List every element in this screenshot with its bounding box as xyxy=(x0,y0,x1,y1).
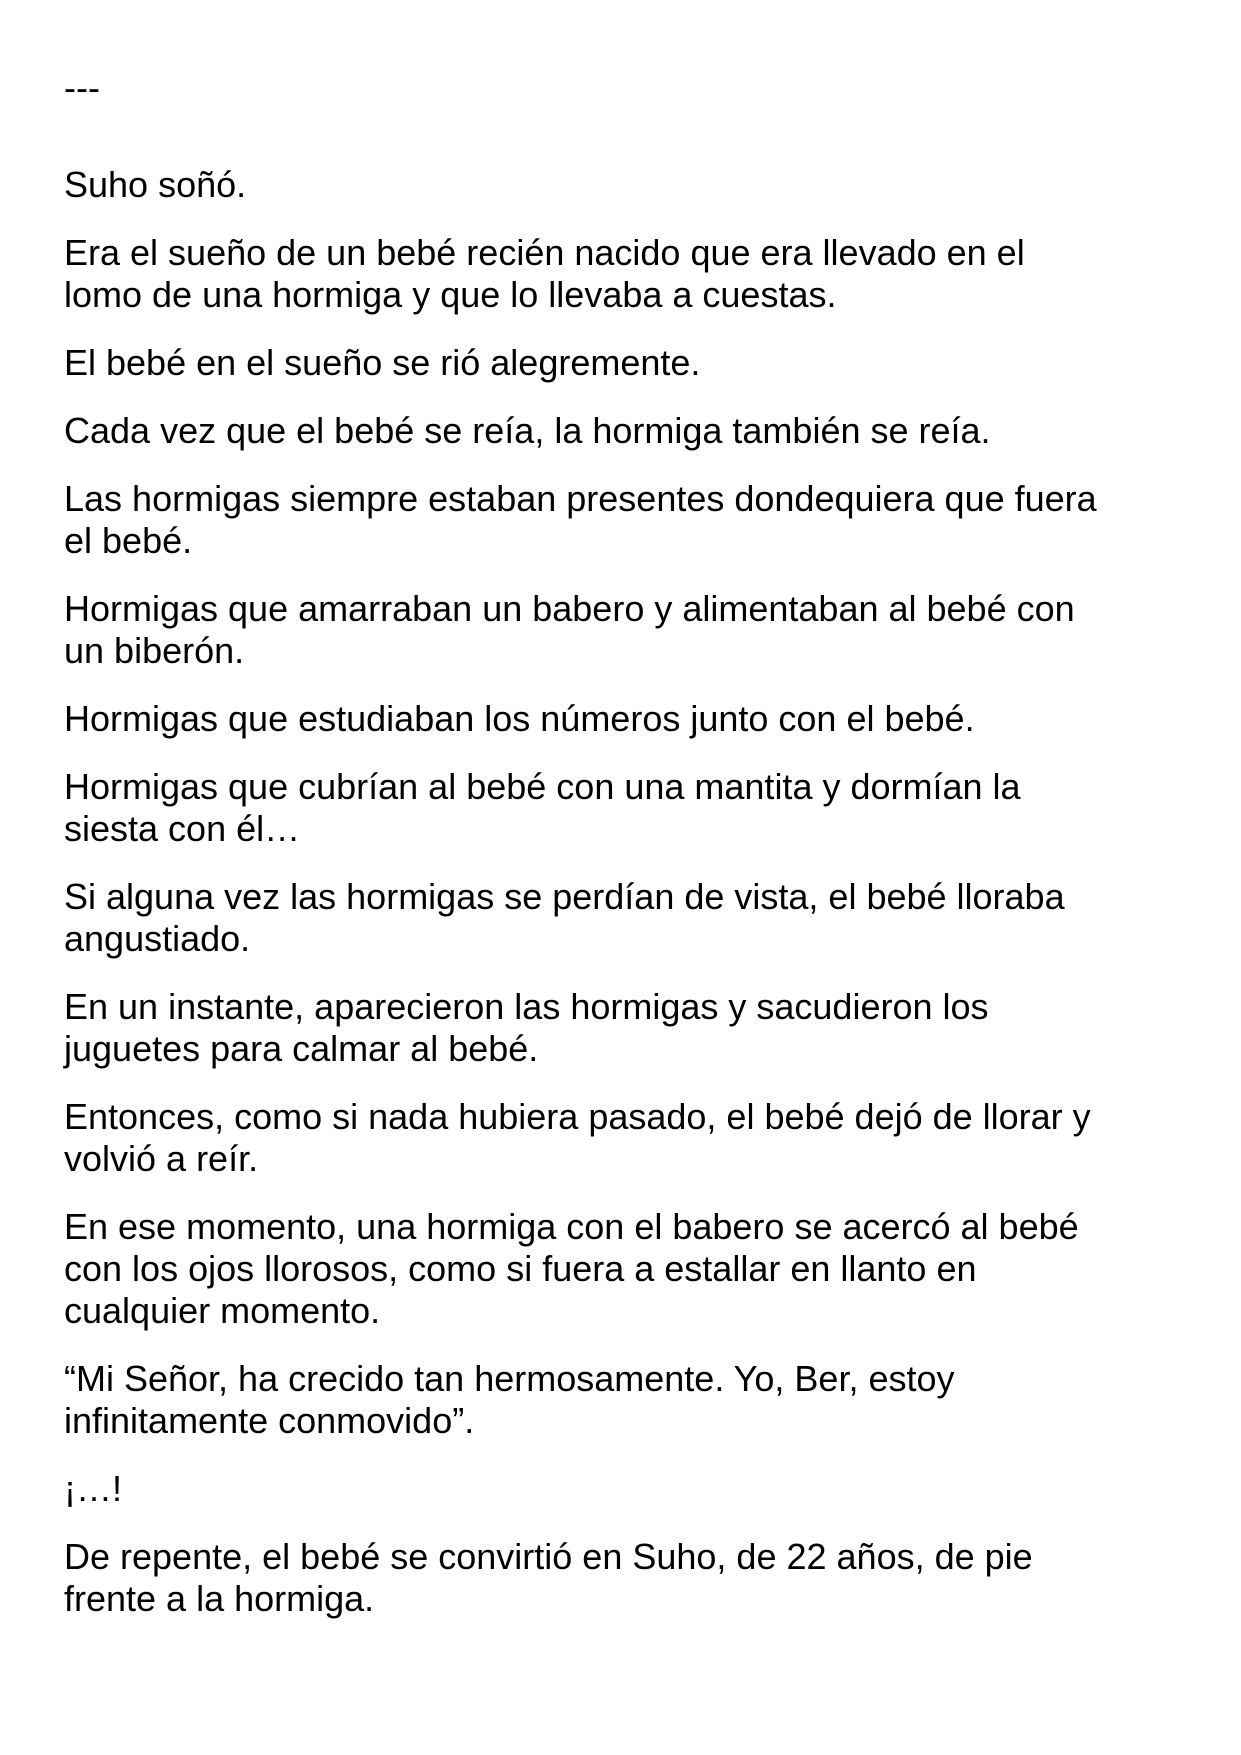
text-line: El bebé en el sueño se rió alegremente. xyxy=(64,342,701,383)
text-line: Hormigas que amarraban un babero y alimentaban al bebé con xyxy=(64,588,1075,629)
paragraph-list xyxy=(64,164,1184,1620)
paragraph xyxy=(64,698,1184,740)
text-line: volvió a reír. xyxy=(64,1138,259,1179)
text-line: Suho soñó. xyxy=(64,164,247,205)
paragraph xyxy=(64,1468,1184,1510)
paragraph xyxy=(64,766,1184,850)
text-line: frente a la hormiga. xyxy=(64,1578,375,1619)
paragraph xyxy=(64,588,1184,672)
paragraph xyxy=(64,1358,1184,1442)
text-line: angustiado. xyxy=(64,918,251,959)
paragraph xyxy=(64,232,1184,316)
text-line: siesta con él… xyxy=(64,808,301,849)
text-line: En ese momento, una hormiga con el babero se acercó al bebé xyxy=(64,1206,1079,1247)
paragraph xyxy=(64,1096,1184,1180)
paragraph xyxy=(64,1536,1184,1620)
text-line: “Mi Señor, ha crecido tan hermosamente. Yo, Ber, estoy xyxy=(64,1358,955,1399)
paragraph xyxy=(64,410,1184,452)
text-line: Las hormigas siempre estaban presentes dondequiera que fuera xyxy=(64,478,1097,519)
text-line: con los ojos llorosos, como si fuera a estallar en llanto en xyxy=(64,1248,977,1289)
text-line: infinitamente conmovido”. xyxy=(64,1400,475,1441)
text-line: lomo de una hormiga y que lo llevaba a cuestas. xyxy=(64,274,837,315)
text-line: Si alguna vez las hormigas se perdían de vista, el bebé lloraba xyxy=(64,876,1065,917)
section-separator: --- xyxy=(64,67,100,108)
text-line: Entonces, como si nada hubiera pasado, el bebé dejó de llorar y xyxy=(64,1096,1091,1137)
paragraph xyxy=(64,164,1184,206)
paragraph xyxy=(64,1206,1184,1332)
document-body xyxy=(64,67,1184,1646)
text-line: Hormigas que estudiaban los números junto con el bebé. xyxy=(64,698,975,739)
text-line: En un instante, aparecieron las hormigas y sacudieron los xyxy=(64,986,989,1027)
paragraph xyxy=(64,986,1184,1070)
text-line: juguetes para calmar al bebé. xyxy=(64,1028,539,1069)
text-line: el bebé. xyxy=(64,520,193,561)
paragraph xyxy=(64,342,1184,384)
paragraph xyxy=(64,876,1184,960)
text-line: De repente, el bebé se convirtió en Suho, de 22 años, de pie xyxy=(64,1536,1033,1577)
text-line: Hormigas que cubrían al bebé con una mantita y dormían la xyxy=(64,766,1021,807)
text-line: ¡…! xyxy=(64,1468,122,1509)
text-line: Cada vez que el bebé se reía, la hormiga también se reía. xyxy=(64,410,991,451)
text-line: Era el sueño de un bebé recién nacido que era llevado en el xyxy=(64,232,1025,273)
text-line: cualquier momento. xyxy=(64,1290,381,1331)
text-line: un biberón. xyxy=(64,630,245,671)
paragraph xyxy=(64,478,1184,562)
